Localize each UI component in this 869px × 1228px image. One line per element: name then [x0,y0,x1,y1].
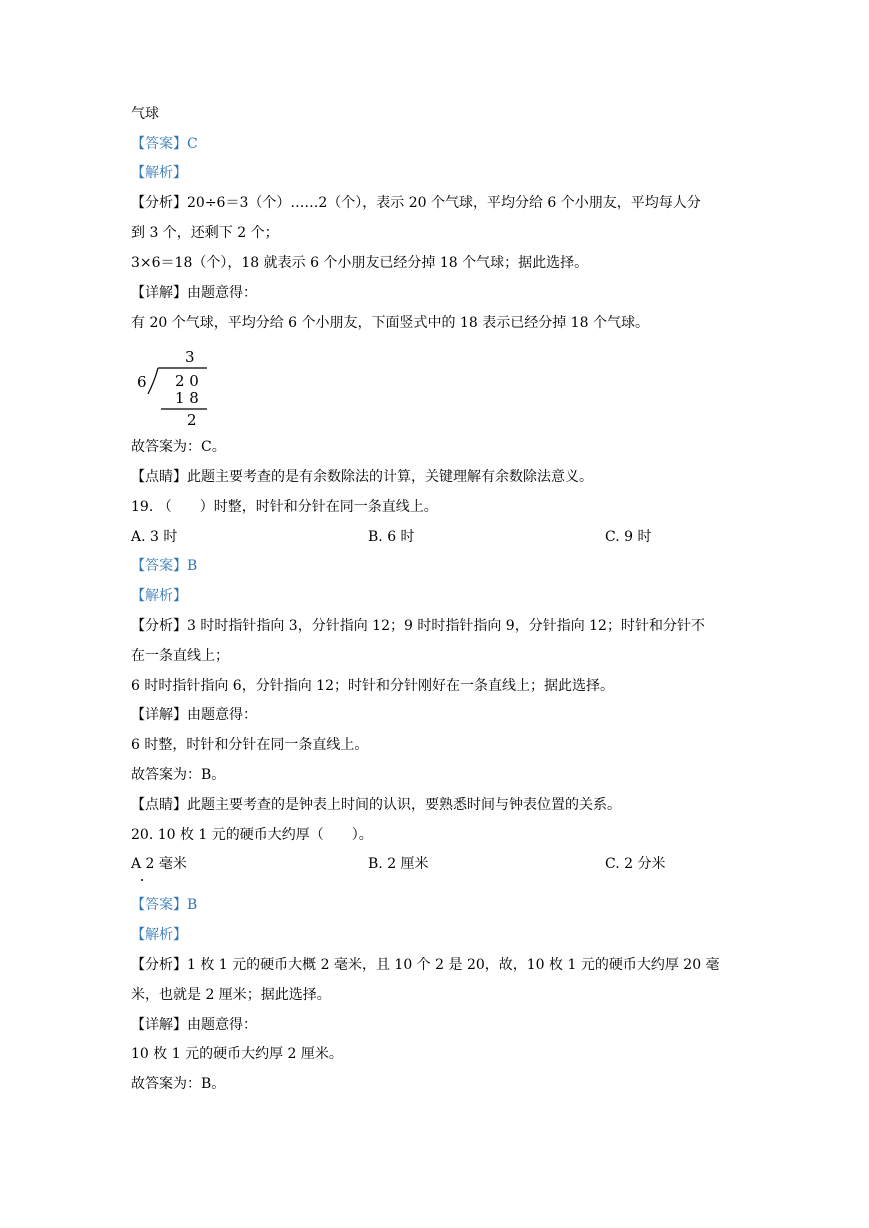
answer-label: 【答案】B [131,897,198,913]
dot-mark [141,879,143,881]
text-line: 故答案为：B。 [131,767,226,783]
text-line: 【详解】由题意得： [131,707,257,723]
text-line: 故答案为：C。 [131,439,226,455]
analysis-label: 【解析】 [131,165,187,181]
text-line: 10 枚 1 元的硬币大约厚 2 厘米。 [131,1046,343,1062]
q19-option-a: A. 3 时 [131,529,178,545]
text-line: 【分析】20÷6＝3（个）……2（个），表示 20 个气球，平均分给 6 个小朋友，平均每人分 [131,195,701,211]
text-line: 【点睛】此题主要考查的是有余数除法的计算，关键理解有余数除法意义。 [131,469,593,485]
answer-label: 【答案】C [131,136,198,152]
division-quotient: 3 [185,348,195,366]
q19-option-b: B. 6 时 [368,529,415,545]
division-remainder: 2 [187,411,197,429]
text-line: 【分析】3 时时指针指向 3，分针指向 12；9 时时指针指向 9，分针指向 12；时针和分针不 [131,618,705,634]
text-line: 到 3 个，还剩下 2 个； [131,225,279,241]
text-line: 6 时整，时针和分针在同一条直线上。 [131,737,369,753]
division-dividend: 2 0 [175,372,199,390]
text-line: 故答案为：B。 [131,1076,226,1092]
text-line: 【分析】1 枚 1 元的硬币大概 2 毫米，且 10 个 2 是 20，故，10 枚 1 元的硬币大约厚 20 毫 [131,957,720,973]
analysis-label: 【解析】 [131,927,187,943]
text-line: 【详解】由题意得： [131,1017,257,1033]
answer-label: 【答案】B [131,558,198,574]
division-product: 1 8 [175,389,199,407]
question-20: 20. 10 枚 1 元的硬币大约厚（ ）。 [131,827,373,843]
text-line: 在一条直线上； [131,648,229,664]
long-division [131,345,221,430]
text-line: 3×6＝18（个），18 就表示 6 个小朋友已经分掉 18 个气球；据此选择。 [131,255,589,271]
q19-option-c: C. 9 时 [605,529,652,545]
analysis-label: 【解析】 [131,588,187,604]
division-divisor: 6 [137,373,147,391]
text-line: 气球 [131,106,159,122]
text-line: 6 时时指针指向 6，分针指向 12；时针和分针刚好在一条直线上；据此选择。 [131,678,614,694]
text-line: 【点睛】此题主要考查的是钟表上时间的认识，要熟悉时间与钟表位置的关系。 [131,797,621,813]
text-line: 米，也就是 2 厘米；据此选择。 [131,987,331,1003]
text-line: 有 20 个气球，平均分给 6 个小朋友，下面竖式中的 18 表示已经分掉 18 个气球。 [131,315,649,331]
q20-option-b: B. 2 厘米 [368,856,429,872]
text-line: 【详解】由题意得： [131,285,257,301]
q20-option-c: C. 2 分米 [605,856,666,872]
question-19: 19. （ ）时整，时针和分针在同一条直线上。 [131,499,438,515]
q20-option-a: A 2 毫米 [131,856,187,872]
